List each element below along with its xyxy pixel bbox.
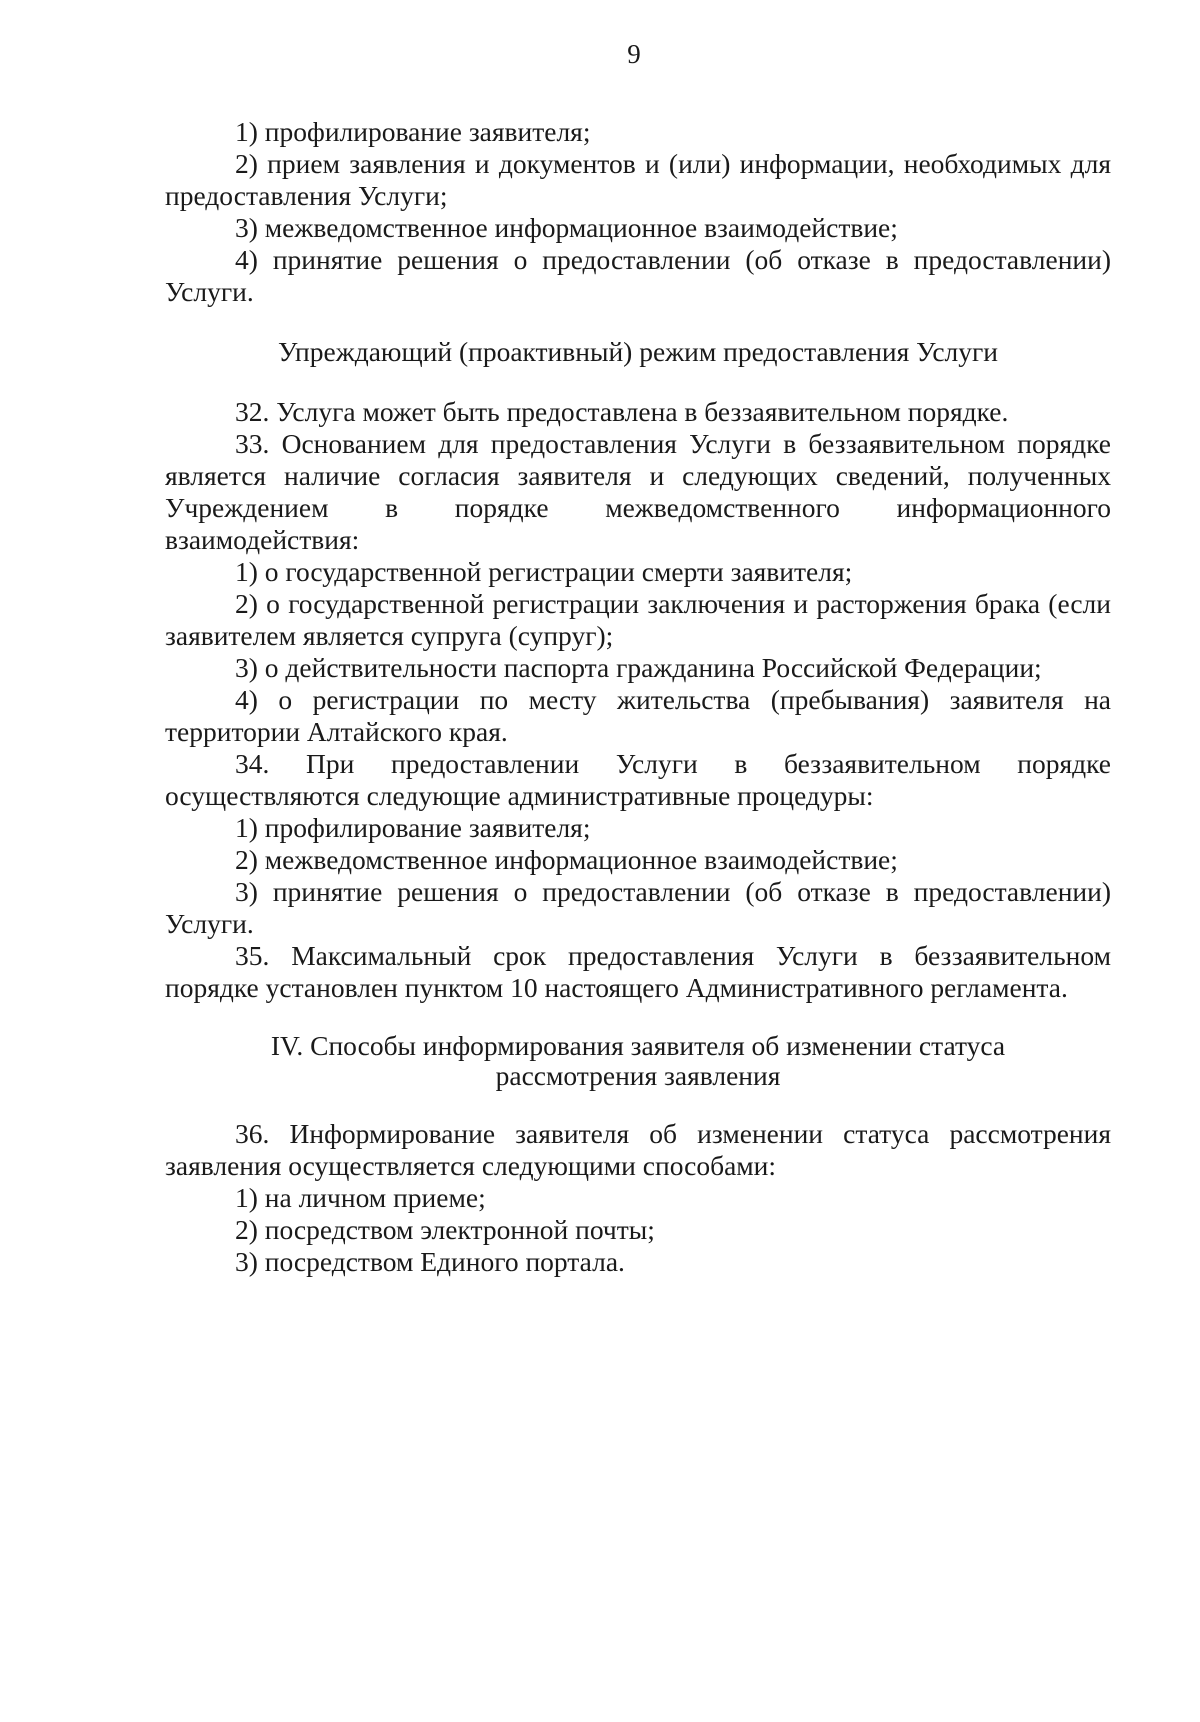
chapter-heading-line: рассмотрения заявления [495,1060,781,1091]
paragraph: 34. При предоставлении Услуги в беззаявительном порядке осуществляются следующие административные процедуры: [165,748,1111,811]
paragraph: 35. Максимальный срок предоставления Услуги в беззаявительном порядке установлен пунктом 10 настоящего Административного регламента. [165,940,1111,1003]
page-number: 9 [627,39,641,69]
list-item: 1) профилирование заявителя; [235,116,591,147]
list-item: 2) прием заявления и документов и (или) информации, необходимых для предоставления Услуги; [165,148,1111,211]
paragraph: 36. Информирование заявителя об изменении статуса рассмотрения заявления осуществляется следующими способами: [165,1118,1111,1181]
list-item: 2) о государственной регистрации заключения и расторжения брака (если заявителем является супруга (супруг); [165,588,1111,651]
list-item: 3) посредством Единого портала. [235,1246,625,1277]
paragraph: 33. Основанием для предоставления Услуги в беззаявительном порядке является наличие согласия заявителя и следующих сведений, полученных Учреждением в порядке межведомственного информационного взаимодействия: [165,428,1111,555]
list-item: 3) о действительности паспорта гражданина Российской Федерации; [235,652,1042,683]
list-item: 2) посредством электронной почты; [235,1214,655,1245]
list-item: 1) на личном приеме; [235,1182,486,1213]
list-item: 3) межведомственное информационное взаимодействие; [235,212,898,243]
list-item: 1) профилирование заявителя; [235,812,591,843]
list-item: 3) принятие решения о предоставлении (об отказе в предоставлении) Услуги. [165,876,1111,939]
section-heading: Упреждающий (проактивный) режим предоставления Услуги [278,336,998,367]
list-item: 4) принятие решения о предоставлении (об отказе в предоставлении) Услуги. [165,244,1111,307]
document-body [165,116,1111,1278]
list-item: 1) о государственной регистрации смерти заявителя; [235,556,853,587]
paragraph: 32. Услуга может быть предоставлена в беззаявительном порядке. [235,396,1009,427]
list-item: 4) о регистрации по месту жительства (пребывания) заявителя на территории Алтайского края. [165,684,1111,747]
chapter-heading-line: IV. Способы информирования заявителя об изменении статуса [270,1030,1006,1061]
chapter-heading [165,1031,1111,1091]
list-item: 2) межведомственное информационное взаимодействие; [235,844,898,875]
